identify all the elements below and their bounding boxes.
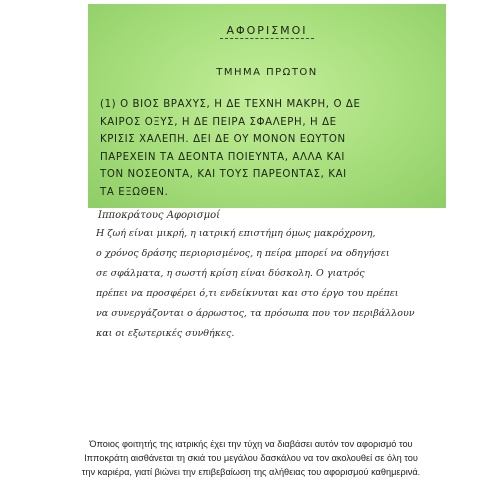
tablet-section-heading: ΤΜΗΜΑ ΠΡΩΤΟΝ [216,67,318,78]
tablet-line: ΠΑΡΕΧΕΙΝ ΤΑ ΔΕΟΝΤΑ ΠΟΙΕΥΝΤΑ, ΑΛΛΑ ΚΑΙ [100,151,345,163]
handwritten-translation [96,210,456,344]
caption-line: Όποιος φοιτητής της ιατρικής έχει την τύχη να διαβάσει αυτόν τον αφορισμό του [89,439,413,449]
caption-paragraph [12,437,490,479]
tablet-title: ΑΦΟΡΙΣΜΟΙ [88,24,446,39]
translation-line: πρέπει να προσφέρει ό,τι ενδείκνυται και στο έργο του πρέπει [96,288,399,299]
translation-body [96,224,456,344]
translation-title: Ιπποκράτους Αφορισμοί [98,210,221,221]
tablet-aphorism-text [100,96,438,201]
translation-line: σε σφάλματα, η σωστή κρίση είναι δύσκολη. Ο γιατρός [96,268,365,279]
inscription-tablet [88,4,446,208]
caption-line: την καριέρα, γιατί βιώνει την επιβεβαίωση της αλήθειας του αφορισμού καθημερινά. [81,467,421,477]
tablet-line: ΤΟΝ ΝΟΣΕΟΝΤΑ, ΚΑΙ ΤΟΥΣ ΠΑΡΕΟΝΤΑΣ, ΚΑΙ [100,169,347,180]
tablet-line: ΤΑ ΕΞΩΘΕΝ. [100,186,169,198]
tablet-line: (1) Ο ΒΙΟΣ ΒΡΑΧΥΣ, Η ΔΕ ΤΕΧΝΗ ΜΑΚΡΗ, Ο ΔΕ [100,99,361,110]
translation-line: ο χρόνος δράσης περιορισμένος, η πείρα μπορεί να οδηγήσει [96,248,390,259]
translation-line: να συνεργάζονται ο άρρωστος, τα πρόσωπα που τον περιβάλλουν [96,308,415,319]
translation-line: Η ζωή είναι μικρή, η ιατρική επιστήμη όμως μακρόχρονη, [96,228,376,239]
caption-line: Ιπποκράτη αισθάνεται τη σκιά του μεγάλου δασκάλου να τον ακολουθεί σε όλη του [84,453,418,463]
tablet-line: ΚΡΙΣΙΣ ΧΑΛΕΠΗ. ΔΕΙ ΔΕ ΟΥ ΜΟΝΟΝ ΕΩΥΤΟΝ [100,134,346,145]
translation-line: και οι εξωτερικές συνθήκες. [96,328,235,339]
tablet-line: ΚΑΙΡΟΣ ΟΞΥΣ, Η ΔΕ ΠΕΙΡΑ ΣΦΑΛΕΡΗ, Η ΔΕ [100,116,337,128]
